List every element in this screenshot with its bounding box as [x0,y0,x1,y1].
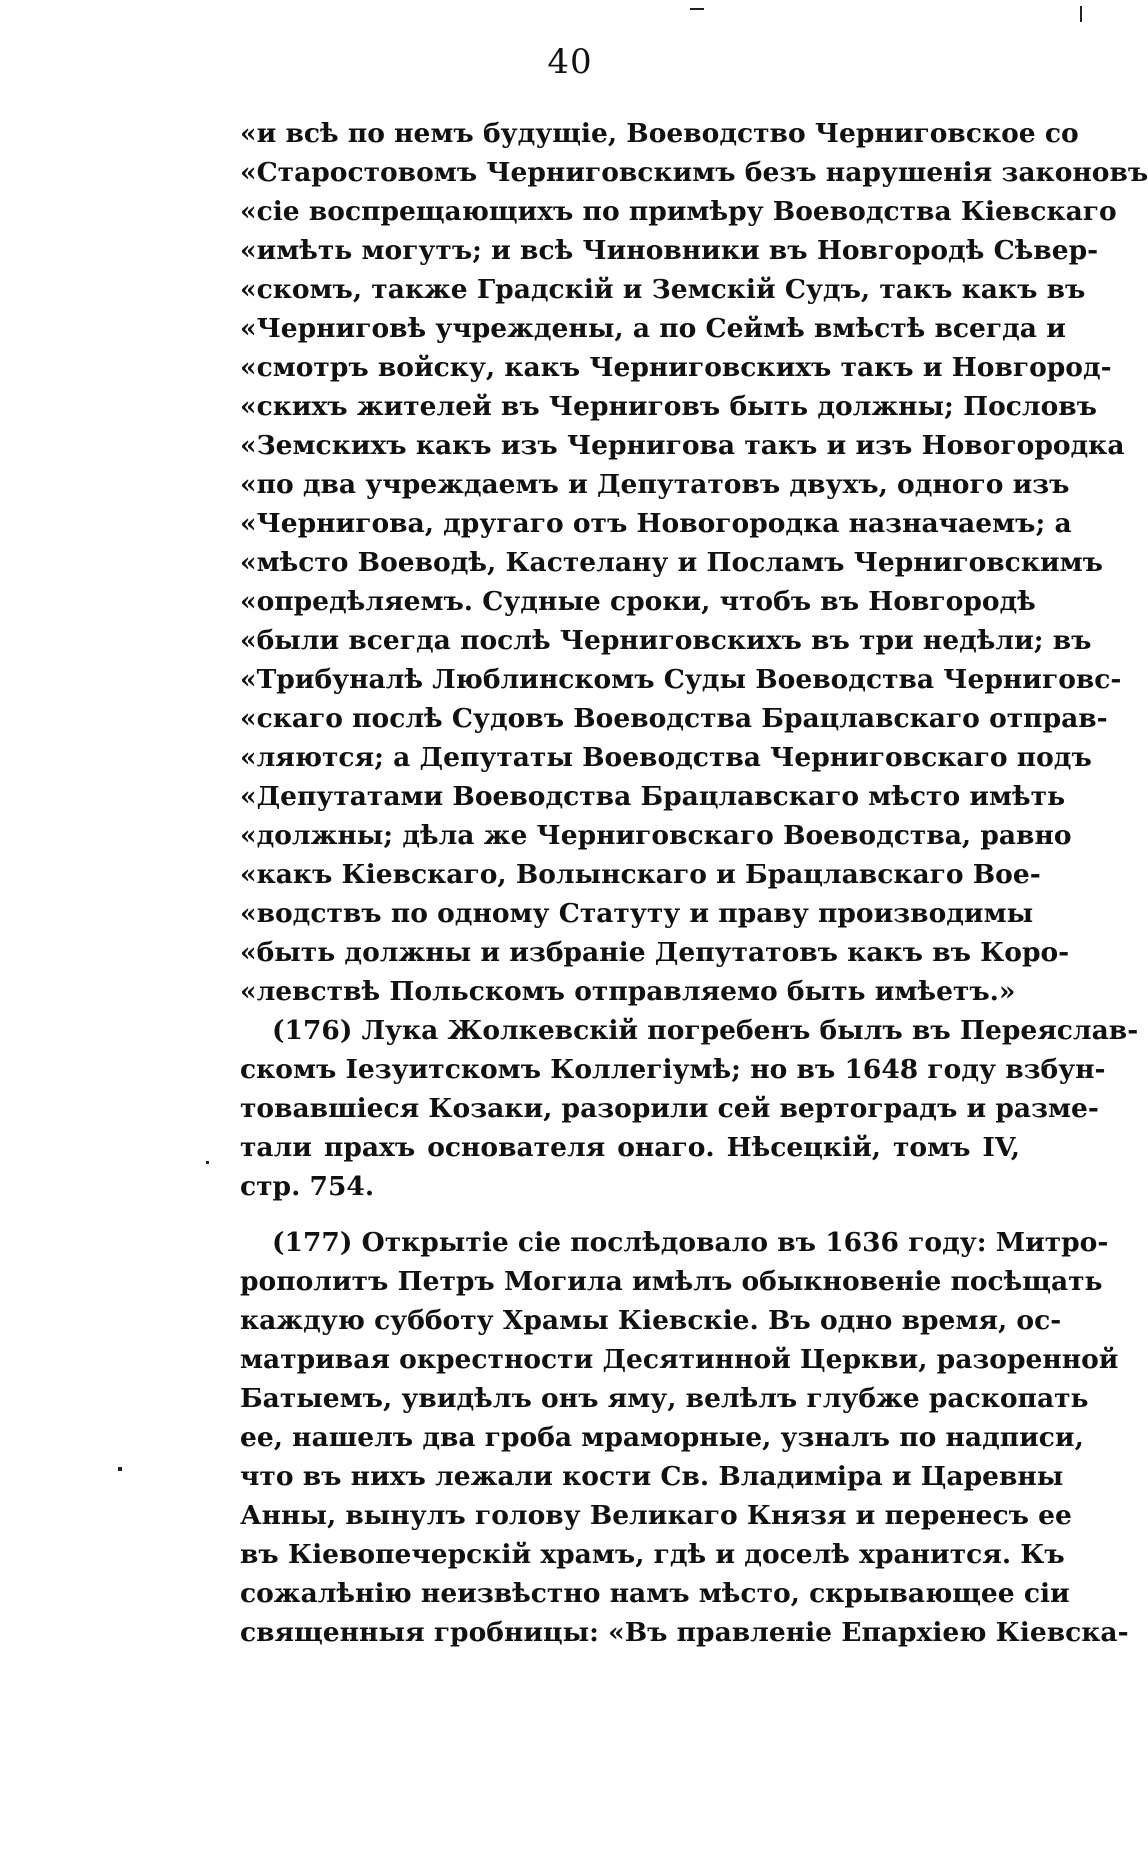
text-line: «левствѣ Польскомъ отправляемо быть имѣетъ.» [240,976,1016,1007]
footnote-line: сожалѣнію неизвѣстно намъ мѣсто, скрывающее сіи [240,1578,1070,1609]
text-line: «скихъ жителей въ Черниговъ быть должны; Пословъ [240,391,1098,422]
footnote-line: тали прахъ основателя онаго. Нѣсецкій, томъ IV, [240,1132,1020,1163]
scan-mark-top [690,8,704,10]
footnote-line: каждую субботу Храмы Кіевскіе. Въ одно время, ос- [240,1305,1062,1336]
text-line: «по два учреждаемъ и Депутатовъ двухъ, одного изъ [240,469,1070,500]
footnote-line: Анны, вынулъ голову Великаго Князя и перенесъ ее [240,1500,1072,1531]
text-line: «Старостовомъ Черниговскимъ безъ нарушенія законовъ [240,157,1148,188]
footnote-line: священныя гробницы: «Въ правленіе Епархіею Кіевска- [240,1617,1129,1648]
text-line: «Трибуналѣ Люблинскомъ Суды Воеводства Черниговс- [240,664,1122,695]
footnote-176 [240,1011,1139,1206]
quoted-statute-text [240,114,1148,1011]
footnote-line: въ Кіевопечерскій храмъ, гдѣ и доселѣ хранится. Къ [240,1539,1065,1570]
footnote-line: (176) Лука Жолкевскій погребенъ былъ въ Переяслав- [272,1015,1139,1046]
text-line: «должны; дѣла же Черниговскаго Воеводства, равно [240,820,1072,851]
text-line: «сіе воспрещающихъ по примѣру Воеводства Кіевскаго [240,196,1117,227]
text-line: «Черниговѣ учреждены, а по Сеймѣ вмѣстѣ всегда и [240,313,1066,344]
text-line: «Чернигова, другаго отъ Новогородка назначаемъ; а [240,508,1072,539]
text-line: «какъ Кіевскаго, Волынскаго и Брацлавскаго Вое- [240,859,1041,890]
footnote-line: матривая окрестности Десятинной Церкви, разоренной [240,1344,1119,1375]
footnote-line: (177) Открытіе сіе послѣдовало въ 1636 году: Митро- [272,1227,1109,1258]
text-line: «имѣть могутъ; и всѣ Чиновники въ Новгородѣ Сѣвер- [240,235,1099,266]
paragraph-gap [240,1206,1020,1223]
footnote-line: скомъ Іезуитскомъ Коллегіумѣ; но въ 1648 году взбун- [240,1054,1106,1085]
text-line: «водствъ по одному Статуту и праву производимы [240,898,1034,929]
scan-mark-left-2 [118,1467,122,1471]
page-body [240,114,1148,1652]
text-line: «смотръ войску, какъ Черниговскихъ такъ и Новгород- [240,352,1112,383]
footnote-line: ее, нашелъ два гроба мраморные, узналъ по надписи, [240,1422,1084,1453]
page-number: 40 [547,42,593,82]
footnote-line: стр. 754. [240,1171,375,1202]
footnote-line: товавшіеся Козаки, разорили сей вертоградъ и разме- [240,1093,1099,1124]
footnote-line: рополитъ Петръ Могила имѣлъ обыкновеніе посѣщать [240,1266,1103,1297]
text-line: «Земскихъ какъ изъ Чернигова такъ и изъ Новогородка [240,430,1125,461]
text-line: «опредѣляемъ. Судные сроки, чтобъ въ Новгородѣ [240,586,1036,617]
footnote-177 [240,1223,1129,1652]
text-line: «Депутатами Воеводства Брацлавскаго мѣсто имѣть [240,781,1066,812]
scan-mark-right [1080,6,1082,22]
text-line: «скомъ, также Градскій и Земскій Судъ, такъ какъ въ [240,274,1086,305]
text-line: «и всѣ по немъ будущіе, Воеводство Черниговское со [240,118,1079,149]
scan-mark-left [206,1161,209,1164]
text-line: «мѣсто Воеводѣ, Кастелану и Посламъ Черниговскимъ [240,547,1103,578]
footnote-line: Батыемъ, увидѣлъ онъ яму, велѣлъ глубже раскопать [240,1383,1089,1414]
text-line: «ляются; а Депутаты Воеводства Черниговскаго подъ [240,742,1092,773]
text-line: «скаго послѣ Судовъ Воеводства Брацлавскаго отправ- [240,703,1108,734]
text-line: «быть должны и избраніе Депутатовъ какъ въ Коро- [240,937,1070,968]
footnote-line: что въ нихъ лежали кости Св. Владиміра и Царевны [240,1461,1064,1492]
text-line: «были всегда послѣ Черниговскихъ въ три недѣли; въ [240,625,1092,656]
